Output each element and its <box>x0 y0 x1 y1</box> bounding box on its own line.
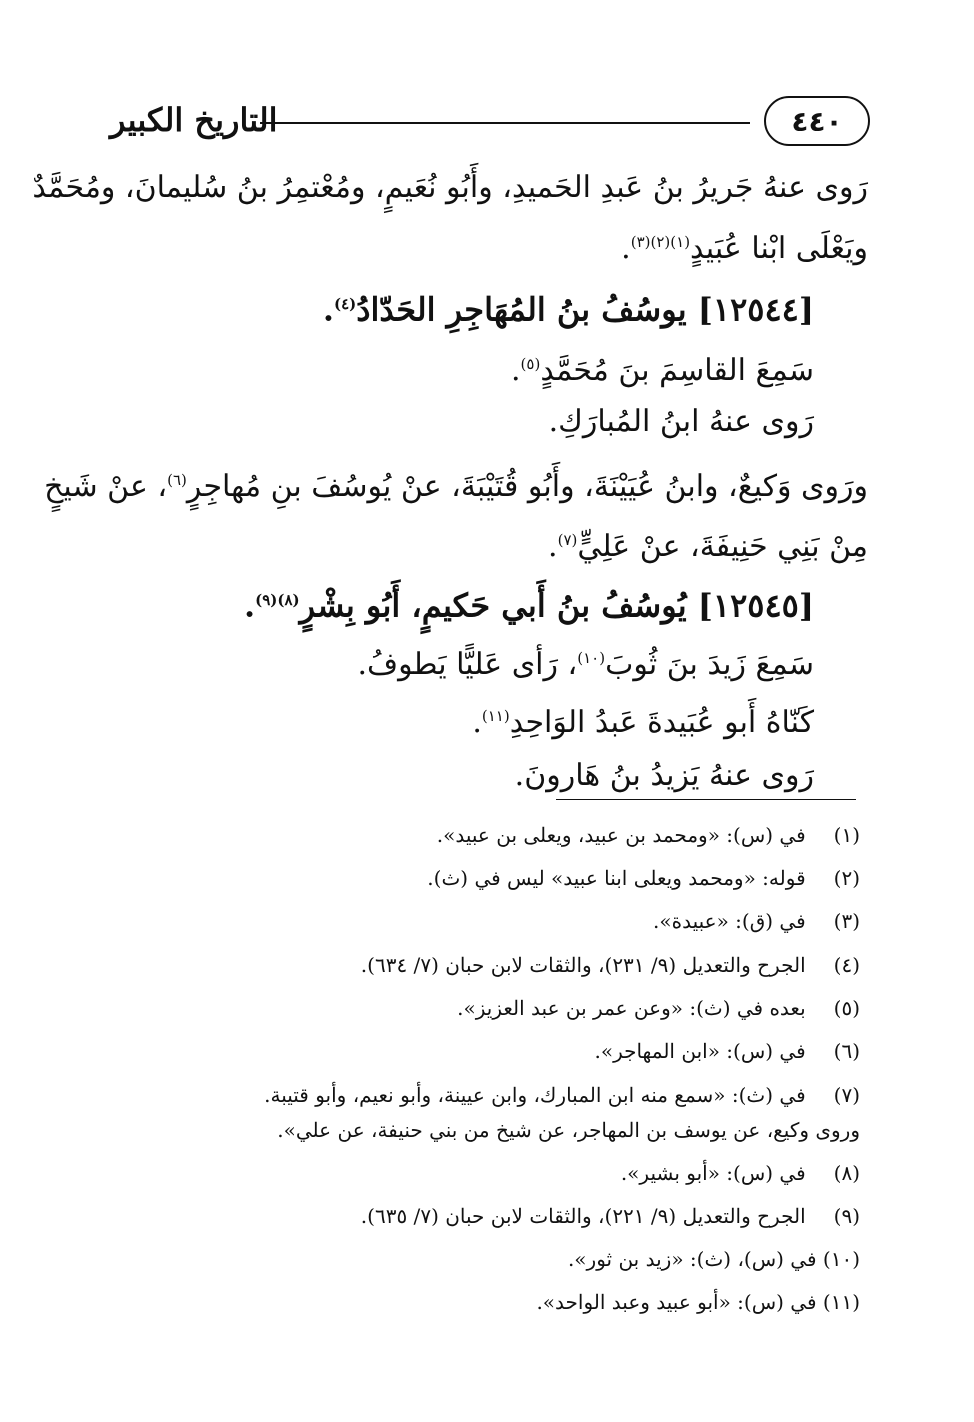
text-line <box>549 394 814 450</box>
line-text: ويَعْلَى ابْنا عُبَيدٍ <box>690 231 868 266</box>
footnote-text: بعده في (ث): «وعن عمر بن عبد العزيز». <box>457 996 806 1020</box>
footnote-number: (٩) <box>833 1204 860 1228</box>
footnote <box>361 1201 860 1231</box>
footnote-marker: (٦) <box>167 471 187 489</box>
footnote-number: (٧) <box>833 1083 860 1107</box>
running-title: التاريخ الكبير <box>110 101 278 139</box>
footnote-marker: (٥) <box>520 355 541 373</box>
line-text: سَمِعَ القاسِمَ بنَ مُحَمَّدٍ <box>540 353 814 388</box>
text-line <box>511 336 814 399</box>
line-text: رَوى عنهُ يَزيدُ بنُ هَارونَ. <box>514 758 814 793</box>
footnote-number: (١١) <box>822 1290 860 1314</box>
footnote <box>536 1287 860 1317</box>
line-end-text: . <box>472 705 482 740</box>
footnote-text: في (س): «ابن المهاجر». <box>594 1039 806 1063</box>
line-end-text: ، عنْ شَيخٍ <box>44 469 168 504</box>
line-end-text: . <box>548 529 558 564</box>
footnote <box>621 1158 860 1188</box>
footnote-separator <box>556 799 856 800</box>
footnote-text: في (س): «ومحمد بن عبيد، ويعلى بن عبيد». <box>436 823 806 847</box>
footnote-number: (٨) <box>833 1161 860 1185</box>
footnote-marker: (١)(٢)(٣) <box>630 233 691 251</box>
header-rule <box>260 122 750 124</box>
line-end-text: . <box>511 353 521 388</box>
footnote <box>594 1036 860 1066</box>
footnote <box>653 906 860 936</box>
line-end-text: . <box>243 586 256 625</box>
line-text: مِنْ بَنِي حَنِيفَةَ، عنْ عَلِيٍّ <box>577 529 868 564</box>
footnote-text: وروى وكيع، عن يوسف بن المهاجر، عن شيخ من بني حنيفة، عن علي». <box>277 1118 860 1142</box>
footnote <box>264 1080 860 1110</box>
line-text: [١٢٥٤٥] يُوسُفُ بنُ أَبي حَكيمٍ، أَبُو بِشْرٍ <box>299 586 814 625</box>
footnote-text: في (س): «أبو عبيد وعبد الواحد». <box>536 1290 817 1314</box>
page-header <box>110 96 870 156</box>
line-text: رَوى عنهُ جَريرُ بنُ عَبدِ الحَميدِ، وأَبُو نُعَيمٍ، ومُعْتمِرُ بنُ سُليمانَ، ومُحَمَّدٌ <box>32 170 868 205</box>
footnote-number: (١) <box>833 823 860 847</box>
line-end-text: ، رَأى عَليًّا يَطوفُ. <box>357 647 578 682</box>
text-line <box>548 512 868 575</box>
line-end-text: . <box>621 231 631 266</box>
line-end-text: . <box>322 290 334 329</box>
footnote-text: في (ق): «عبيدة». <box>653 909 806 933</box>
footnote <box>277 1115 860 1145</box>
footnote-marker: (٨)(٩) <box>255 591 300 609</box>
line-text: سَمِعَ زَيدَ بنَ ثُوبَ <box>605 647 814 682</box>
page-number: ٤٤٠ <box>791 104 843 138</box>
footnote-marker: (١١) <box>481 707 510 725</box>
footnote-marker: (٧) <box>557 531 578 549</box>
footnote-text: في (س): «أبو بشير». <box>620 1161 806 1185</box>
footnote <box>457 993 860 1023</box>
footnote <box>361 950 860 980</box>
text-line <box>515 748 814 804</box>
footnote-text: قوله: «ومحمد ويعلى ابنا عبيد» ليس في (ث). <box>427 866 806 890</box>
entry-heading <box>323 276 814 338</box>
footnote <box>568 1244 860 1274</box>
footnote-marker: (١٠) <box>577 649 606 667</box>
footnote-text: في (س)، (ث): «زيد بن ثور». <box>567 1247 817 1271</box>
footnote-number: (٦) <box>833 1039 860 1063</box>
text-line <box>472 688 814 751</box>
entry-heading <box>244 572 814 634</box>
footnote-text: الجرح والتعديل (٩/ ٢٣١)، والثقات لابن حبان (٧/ ٦٣٤). <box>360 953 806 977</box>
footnote-number: (٣) <box>833 909 860 933</box>
footnote-number: (٤) <box>833 953 860 977</box>
line-text: [١٢٥٤٤] يوسُفُ بنُ المُهَاجِرِ الحَدّادُ <box>356 290 814 329</box>
footnote-number: (٢) <box>833 866 860 890</box>
footnote-marker: (٤) <box>333 295 357 313</box>
text-line <box>44 452 868 515</box>
line-text: ورَوى وَكيعٌ، وابنُ عُيَيْنَةَ، وأَبُو قُتَيْبَةَ، عنْ يُوسُفَ بنِ مُهاجِرٍ <box>186 469 868 504</box>
footnote-number: (٥) <box>833 996 860 1020</box>
page-number-frame <box>764 96 870 146</box>
line-text: رَوى عنهُ ابنُ المُبارَكِ. <box>548 404 814 439</box>
line-text: كَنّاهُ أَبو عُبَيدةَ عَبدُ الوَاحِدِ <box>509 705 814 740</box>
text-line <box>32 160 868 216</box>
footnote <box>437 820 860 850</box>
footnote-number: (١٠) <box>822 1247 860 1271</box>
footnote-text: الجرح والتعديل (٩/ ٢٢١)، والثقات لابن حبان (٧/ ٦٣٥). <box>360 1204 806 1228</box>
text-line <box>621 214 868 277</box>
footnote-text: في (ث): «سمع منه ابن المبارك، وابن عيينة، وأبو نعيم، وأبو قتيبة. <box>264 1083 806 1107</box>
text-line <box>358 630 814 693</box>
footnote <box>427 863 860 893</box>
